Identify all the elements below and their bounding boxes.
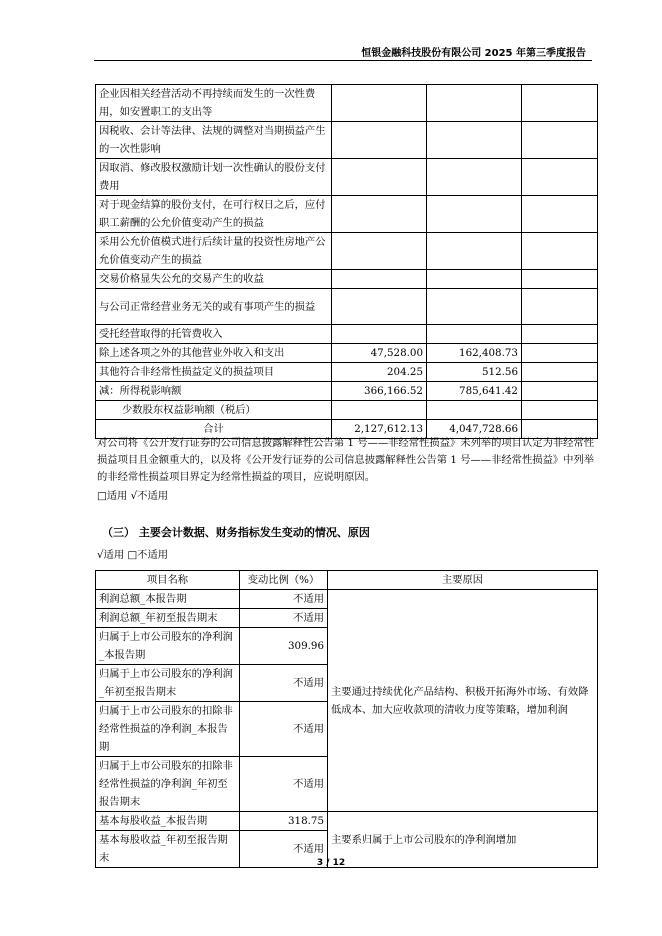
note-cell — [522, 122, 598, 159]
table-row — [96, 363, 598, 382]
table-row — [96, 289, 598, 325]
total-label: 合计 — [96, 420, 332, 439]
ytd-value: 785,641.42 — [427, 382, 522, 401]
row-label: 交易价格显失公允的交易产生的收益 — [96, 270, 332, 289]
row-label: 基本每股收益_年初至报告期末 — [96, 831, 240, 868]
row-label: 基本每股收益_本报告期 — [96, 812, 240, 831]
ytd-value: 512.56 — [427, 363, 522, 382]
ytd-value — [427, 85, 522, 122]
change-ratio: 不适用 — [240, 831, 328, 868]
current-value — [332, 196, 427, 233]
note-cell — [522, 401, 598, 420]
change-ratio: 不适用 — [240, 590, 328, 609]
current-value: 47,528.00 — [332, 344, 427, 363]
section-applicability: √适用 □不适用 — [97, 549, 169, 561]
total-ytd: 4,047,728.66 — [427, 420, 522, 439]
row-label: 归属于上市公司股东的净利润_年初至报告期末 — [96, 665, 240, 702]
explanatory-note: 对公司将《公开发行证券的公司信息披露解释性公告第 1 号——非经常性损益》未列举的项目认定为非经常性损益项目且金额重大的，以及将《公开发行证券的公司信息披露解释性公告第 1 号——非经常性损益》中列举的非经常性损益项目界定为经常性损益的项目，应说明原因。 — [97, 437, 595, 483]
table-row — [96, 590, 598, 609]
page-number: 3 / 12 — [316, 858, 346, 868]
note-cell — [522, 196, 598, 233]
table-row — [96, 401, 598, 420]
current-value — [332, 325, 427, 344]
table-row — [96, 122, 598, 159]
header-row — [96, 571, 598, 590]
table-row — [96, 344, 598, 363]
note-cell — [522, 325, 598, 344]
table-row — [96, 159, 598, 196]
ytd-value — [427, 122, 522, 159]
row-label: 与公司正常经营业务无关的或有事项产生的损益 — [96, 289, 332, 325]
row-label: 受托经营取得的托管费收入 — [96, 325, 332, 344]
note-cell — [522, 363, 598, 382]
row-label: 利润总额_本报告期 — [96, 590, 240, 609]
change-reasons-table — [95, 570, 598, 868]
change-ratio: 不适用 — [240, 665, 328, 702]
note-cell — [522, 159, 598, 196]
ytd-value — [427, 289, 522, 325]
row-label: 因税收、会计等法律、法规的调整对当期损益产生的一次性影响 — [96, 122, 332, 159]
ytd-value — [427, 196, 522, 233]
ytd-value — [427, 159, 522, 196]
change-ratio: 318.75 — [240, 812, 328, 831]
note-cell — [522, 289, 598, 325]
ytd-value — [427, 270, 522, 289]
change-ratio: 不适用 — [240, 609, 328, 628]
current-value — [332, 122, 427, 159]
ytd-value — [427, 325, 522, 344]
current-value — [332, 289, 427, 325]
note-cell — [522, 270, 598, 289]
current-value — [332, 401, 427, 420]
non-recurring-items-table — [95, 84, 598, 439]
change-ratio: 309.96 — [240, 628, 328, 665]
reason-cell: 主要通过持续优化产品结构、积极开拓海外市场、有效降低成本、加大应收款项的清收力度等策略，增加利润 — [328, 590, 598, 812]
row-label: 利润总额_年初至报告期末 — [96, 609, 240, 628]
table-row — [96, 85, 598, 122]
header-ratio: 变动比例（%） — [240, 571, 328, 590]
table-row — [96, 233, 598, 270]
row-label: 采用公允价值模式进行后续计量的投资性房地产公允价值变动产生的损益 — [96, 233, 332, 270]
current-value — [332, 270, 427, 289]
reason-cell: 主要系归属于上市公司股东的净利润增加 — [328, 812, 598, 868]
table-row — [96, 196, 598, 233]
row-label: 减：所得税影响额 — [96, 382, 332, 401]
note-cell — [522, 85, 598, 122]
table-row — [96, 382, 598, 401]
current-value — [332, 85, 427, 122]
row-label: 归属于上市公司股东的扣除非经常性损益的净利润_本报告期 — [96, 702, 240, 757]
current-value: 204.25 — [332, 363, 427, 382]
table-row — [96, 812, 598, 831]
ytd-value — [427, 233, 522, 270]
note-cell — [522, 382, 598, 401]
current-value: 366,166.52 — [332, 382, 427, 401]
row-label: 其他符合非经常性损益定义的损益项目 — [96, 363, 332, 382]
applicability-note: □适用 √不适用 — [97, 490, 169, 502]
row-label: 企业因相关经营活动不再持续而发生的一次性费用，如安置职工的支出等 — [96, 85, 332, 122]
change-ratio: 不适用 — [240, 702, 328, 757]
section-title: （三） 主要会计数据、财务指标发生变动的情况、原因 — [102, 526, 370, 539]
ytd-value — [427, 401, 522, 420]
table-row — [96, 325, 598, 344]
row-label: 归属于上市公司股东的扣除非经常性损益的净利润_年初至报告期末 — [96, 757, 240, 812]
current-value — [332, 233, 427, 270]
header-divider — [94, 60, 592, 61]
row-label: 因取消、修改股权激励计划一次性确认的股份支付费用 — [96, 159, 332, 196]
current-value — [332, 159, 427, 196]
row-label: 除上述各项之外的其他营业外收入和支出 — [96, 344, 332, 363]
ytd-value: 162,408.73 — [427, 344, 522, 363]
header-reason: 主要原因 — [328, 571, 598, 590]
total-current: 2,127,612.13 — [332, 420, 427, 439]
note-cell — [522, 344, 598, 363]
row-label: 归属于上市公司股东的净利润_本报告期 — [96, 628, 240, 665]
page-header: 恒银金融科技股份有限公司 2025 年第三季度报告 — [361, 48, 586, 59]
row-label: 对于现金结算的股份支付，在可行权日之后，应付职工薪酬的公允价值变动产生的损益 — [96, 196, 332, 233]
row-label: 少数股东权益影响额（税后） — [96, 401, 332, 420]
change-ratio: 不适用 — [240, 757, 328, 812]
table-row — [96, 270, 598, 289]
header-item: 项目名称 — [96, 571, 240, 590]
note-cell — [522, 233, 598, 270]
